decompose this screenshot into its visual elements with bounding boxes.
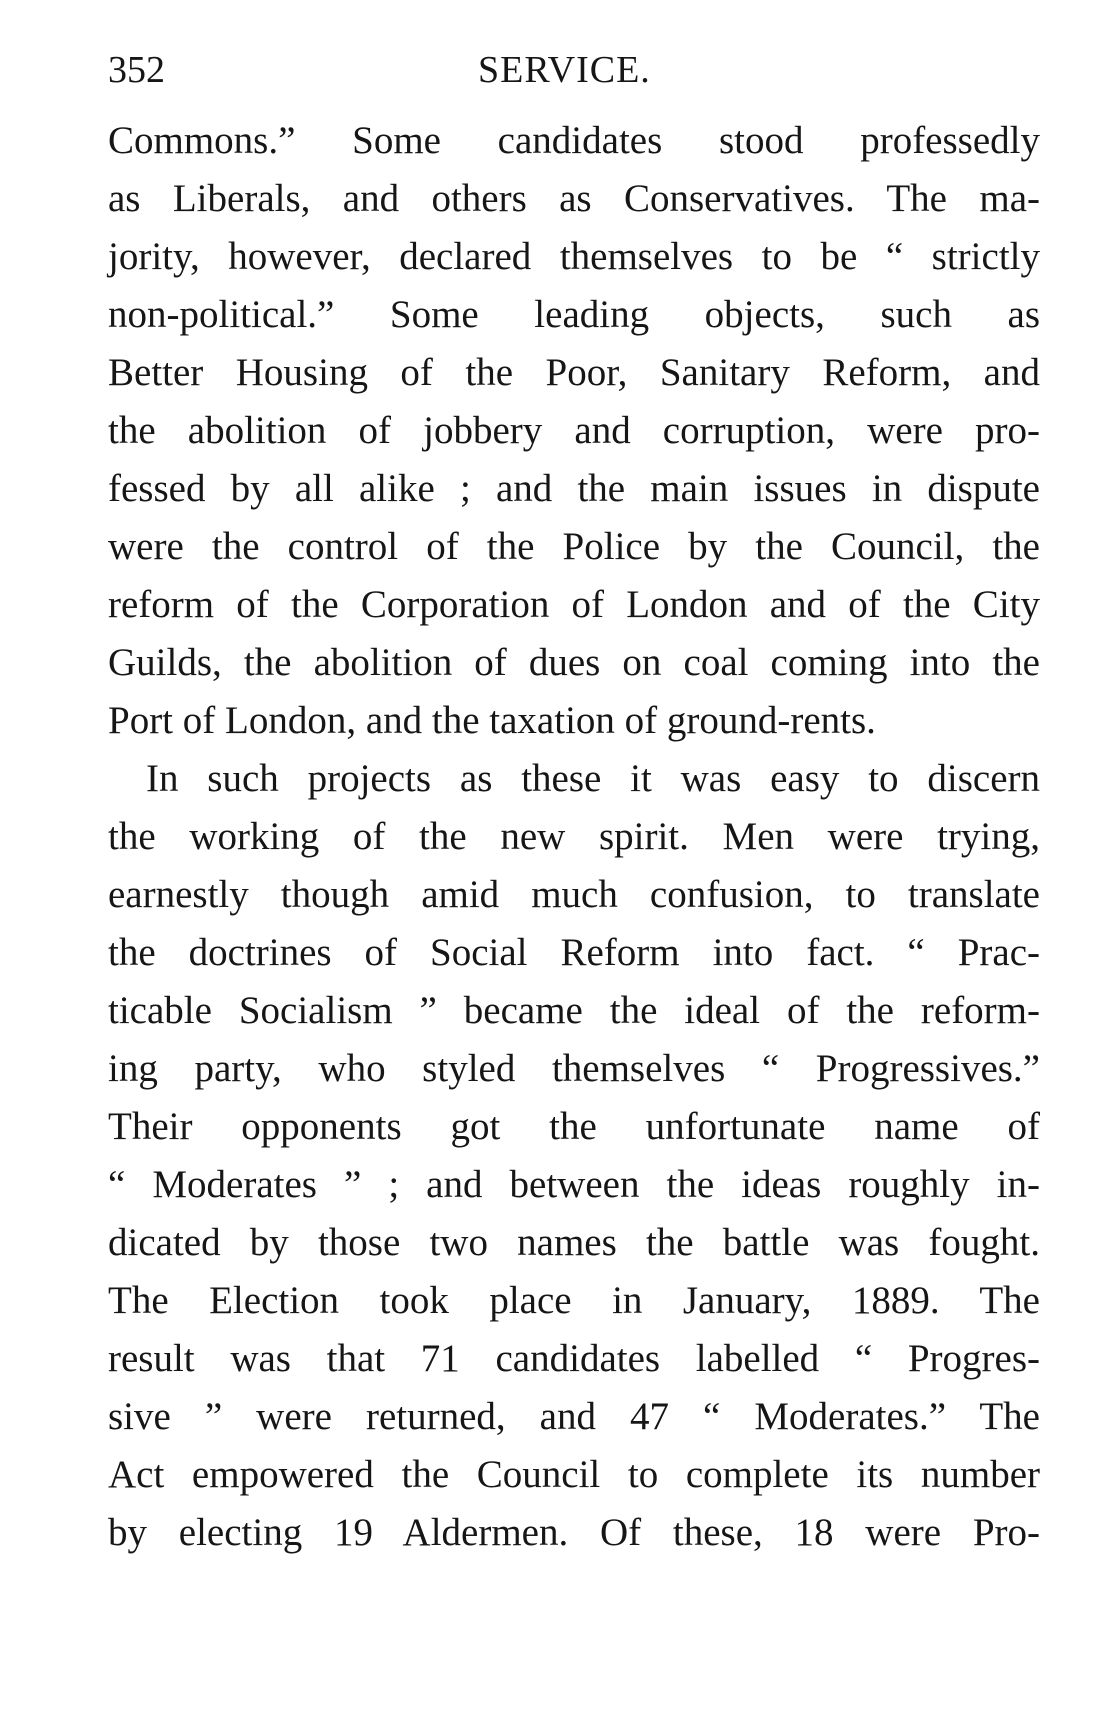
text-line: “ Moderates ” ; and between the ideas roughly in- xyxy=(108,1163,1040,1206)
text-line: Their opponents got the unfortunate name of xyxy=(108,1105,1040,1148)
text-line: dicated by those two names the battle was fought. xyxy=(108,1221,1040,1264)
text-line: Commons.” Some candidates stood professedly xyxy=(108,119,1040,162)
text-line: ticable Socialism ” became the ideal of the reform- xyxy=(108,989,1040,1032)
text-line: the working of the new spirit. Men were trying, xyxy=(108,815,1040,858)
text-line: Act empowered the Council to complete its number xyxy=(108,1453,1040,1496)
text-line: Better Housing of the Poor, Sanitary Reform, and xyxy=(108,351,1040,394)
text-line: fessed by all alike ; and the main issues in dispute xyxy=(108,467,1040,510)
text-line: reform of the Corporation of London and of the City xyxy=(108,583,1040,626)
text-line: ing party, who styled themselves “ Progressives.” xyxy=(108,1047,1040,1090)
page-number: 352 xyxy=(108,49,165,91)
text-line: earnestly though amid much confusion, to translate xyxy=(108,873,1040,916)
text-line: result was that 71 candidates labelled “ Progres- xyxy=(108,1337,1040,1380)
text-line: jority, however, declared themselves to be “ strictly xyxy=(108,235,1040,278)
text-line: were the control of the Police by the Council, the xyxy=(108,525,1040,568)
text-line: sive ” were returned, and 47 “ Moderates.” The xyxy=(108,1395,1040,1438)
text-line: non-political.” Some leading objects, such as xyxy=(108,293,1040,336)
text-line: by electing 19 Aldermen. Of these, 18 were Pro- xyxy=(108,1511,1040,1554)
text-line: The Election took place in January, 1889. The xyxy=(108,1279,1040,1322)
page-header xyxy=(108,40,968,100)
body-text xyxy=(108,112,1040,1562)
text-line: as Liberals, and others as Conservatives. The ma- xyxy=(108,177,1040,220)
text-line: the abolition of jobbery and corruption, were pro- xyxy=(108,409,1040,452)
running-head: SERVICE. xyxy=(478,49,651,91)
text-line: the doctrines of Social Reform into fact. “ Prac- xyxy=(108,931,1040,974)
text-line: Guilds, the abolition of dues on coal coming into the xyxy=(108,641,1040,684)
paragraph-start-line: In such projects as these it was easy to discern xyxy=(146,757,1040,800)
paragraph-end-line: Port of London, and the taxation of ground-rents. xyxy=(108,699,876,742)
